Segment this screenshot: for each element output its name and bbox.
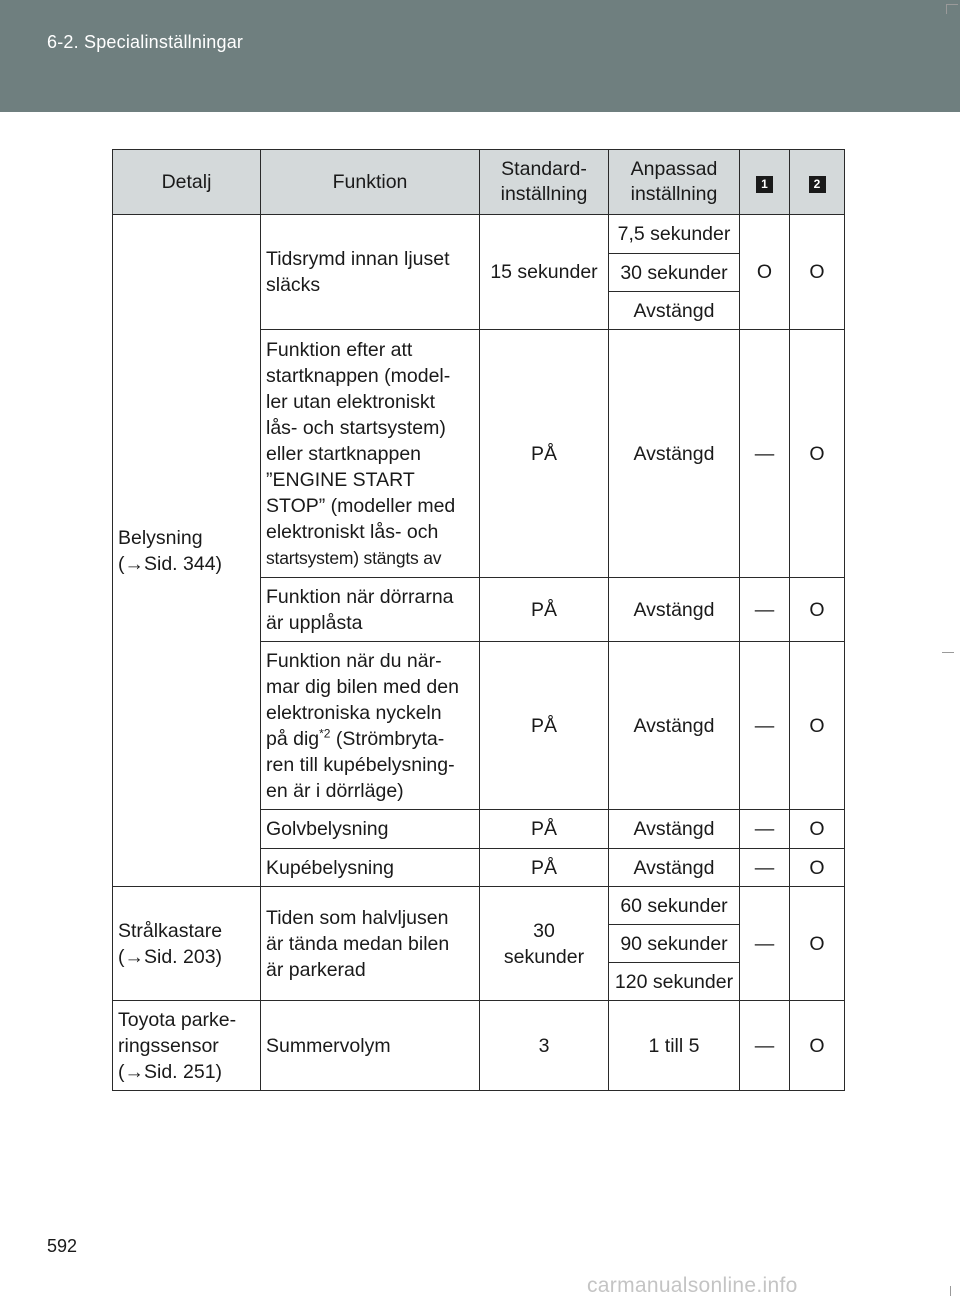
col1-cell: — [740, 810, 790, 849]
function-cell: Golvbelysning [261, 810, 480, 849]
crop-mark-top [946, 4, 958, 5]
header-badge-1 [740, 150, 790, 215]
col2-cell: O [790, 810, 845, 849]
default-cell: 3 [480, 1001, 609, 1091]
header-default: Standard- inställning [480, 150, 609, 215]
col2-cell: O [790, 578, 845, 642]
option-cell: 120 sekunder [609, 963, 740, 1001]
crop-mark-top-v [946, 4, 947, 14]
col1-cell: — [740, 1001, 790, 1091]
page-number: 592 [47, 1236, 78, 1256]
option-cell: 7,5 sekunder [609, 215, 740, 254]
section-title: 6-2. Specialinställningar [47, 32, 244, 52]
function-cell: Funktion när du när- mar dig bilen med den elektroniska nyckeln på dig$^{*2}$ (Strömbryta- ren till kupébelysning- en är i dörrläge) [261, 642, 480, 810]
settings-table [112, 149, 845, 1091]
default-cell: PÅ [480, 642, 609, 810]
table-row [113, 215, 845, 254]
item-stralkastare: Strålkastare (→Sid. 203) [113, 887, 261, 1001]
default-cell: 30 sekunder [480, 887, 609, 1001]
watermark-text: carmanualsonline.info [587, 1274, 798, 1297]
col2-cell: O [790, 887, 845, 1001]
default-cell: PÅ [480, 810, 609, 849]
custom-cell: Avstängd [609, 810, 740, 849]
col2-cell: O [790, 642, 845, 810]
page-header [0, 0, 960, 112]
header-detail: Detalj [113, 150, 261, 215]
function-cell: Kupébelysning [261, 849, 480, 887]
table-header-row [113, 150, 845, 215]
header-function: Funktion [261, 150, 480, 215]
option-cell: 60 sekunder [609, 887, 740, 925]
table-row [113, 887, 845, 925]
custom-cell: Avstängd [609, 330, 740, 578]
header-badge-2 [790, 150, 845, 215]
default-cell: PÅ [480, 578, 609, 642]
badge-2-icon: 2 [809, 176, 826, 193]
custom-cell: Avstängd [609, 642, 740, 810]
col1-cell: — [740, 330, 790, 578]
crop-mark-middle [942, 652, 954, 653]
col1-cell: O [740, 215, 790, 330]
item-belysning: Belysning (→Sid. 344) [113, 215, 261, 887]
col2-cell: O [790, 1001, 845, 1091]
option-cell: 90 sekunder [609, 925, 740, 963]
header-custom: Anpassad inställning [609, 150, 740, 215]
default-cell: PÅ [480, 330, 609, 578]
col2-cell: O [790, 215, 845, 330]
function-cell: Funktion när dörrarna är upplåsta [261, 578, 480, 642]
default-cell: PÅ [480, 849, 609, 887]
item-parkering: Toyota parke- ringssensor (→Sid. 251) [113, 1001, 261, 1091]
option-cell: 30 sekunder [609, 254, 740, 292]
default-cell: 15 sekunder [480, 215, 609, 330]
option-cell: Avstängd [609, 292, 740, 330]
col1-cell: — [740, 578, 790, 642]
col2-cell: O [790, 330, 845, 578]
function-cell: Summervolym [261, 1001, 480, 1091]
col1-cell: — [740, 642, 790, 810]
custom-cell: Avstängd [609, 849, 740, 887]
custom-cell: 1 till 5 [609, 1001, 740, 1091]
col1-cell: — [740, 849, 790, 887]
function-cell: Tidsrymd innan ljuset släcks [261, 215, 480, 330]
badge-1-icon: 1 [756, 176, 773, 193]
function-cell: Tiden som halvljusen är tända medan bilen är parkerad [261, 887, 480, 1001]
function-cell: Funktion efter att startknappen (model- ler utan elektroniskt lås- och startsystem) eller startknappen ”ENGINE START STOP” (modeller med elektroniskt lås- och startsystem) stängts av [261, 330, 480, 578]
footnote-marker: *2 [319, 726, 331, 740]
col2-cell: O [790, 849, 845, 887]
table-row [113, 1001, 845, 1091]
custom-cell: Avstängd [609, 578, 740, 642]
col1-cell: — [740, 887, 790, 1001]
crop-mark-bottom [950, 1286, 951, 1296]
